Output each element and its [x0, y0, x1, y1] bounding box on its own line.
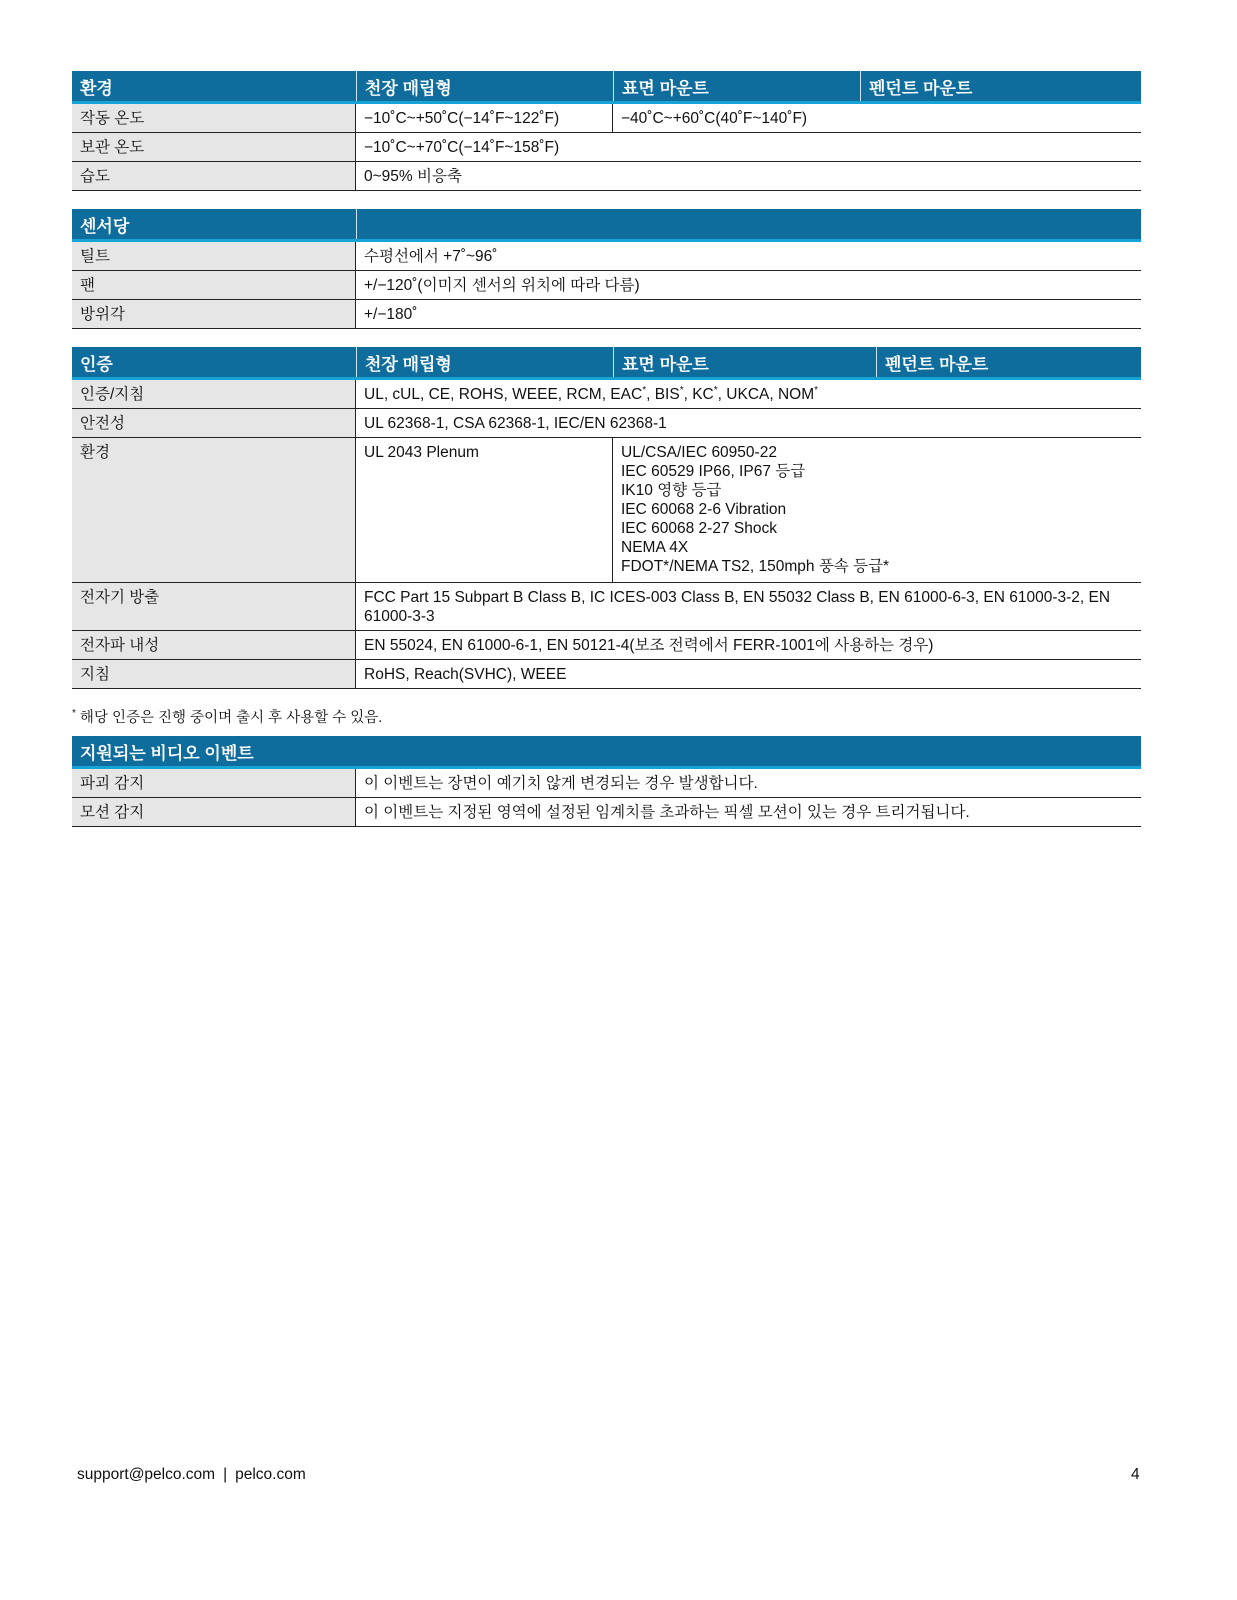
- video-events-table: [72, 736, 1141, 827]
- row-value: −10˚C~+50˚C(−14˚F~122˚F): [356, 104, 613, 132]
- row-value: 수평선에서 +7˚~96˚: [364, 248, 498, 265]
- footnote-text: 해당 인증은 진행 중이며 출시 후 사용할 수 있음.: [75, 710, 383, 726]
- page-footer: [77, 1466, 306, 1484]
- footnote: [72, 706, 382, 727]
- website-link[interactable]: pelco.com: [235, 1466, 306, 1483]
- row-value: UL/CSA/IEC 60950-22 IEC 60529 IP66, IP67 등급 IK10 영향 등급 IEC 60068 2-6 Vibration IEC 60068 2-27 Shock NEMA 4X FDOT*/NEMA TS2, 150mph 풍속 등급*: [621, 444, 890, 575]
- table-row: [72, 242, 1141, 271]
- row-label: 환경: [72, 438, 356, 582]
- header-title: 지원되는 비디오 이벤트: [80, 743, 254, 763]
- row-label: 작동 온도: [72, 104, 356, 132]
- row-value: UL 2043 Plenum: [356, 438, 613, 582]
- header-col-surface: 표면 마운트: [613, 347, 876, 377]
- environment-header: [72, 71, 1141, 104]
- row-value: −10˚C~+70˚C(−14˚F~158˚F): [364, 139, 560, 156]
- approvals-text: , BIS: [646, 386, 680, 403]
- table-row: [72, 162, 1141, 191]
- footnote-mark: *: [72, 708, 76, 720]
- page-number: 4: [1131, 1466, 1140, 1483]
- environment-table: [72, 71, 1141, 191]
- row-value: RoHS, Reach(SVHC), WEEE: [364, 666, 567, 683]
- row-label: 안전성: [72, 409, 356, 437]
- row-label: 습도: [72, 162, 356, 190]
- support-email-link[interactable]: support@pelco.com: [77, 1466, 216, 1483]
- header-empty: [356, 209, 1141, 239]
- certification-table: [72, 347, 1141, 689]
- header-col-in-ceiling: 천장 매립형: [356, 71, 613, 101]
- row-value: −40˚C~+60˚C(40˚F~140˚F): [621, 110, 808, 127]
- table-row: [72, 271, 1141, 300]
- row-value: 0~95% 비응축: [364, 168, 462, 185]
- row-label: 지침: [72, 660, 356, 688]
- row-label: 방위각: [72, 300, 356, 328]
- row-label: 전자파 내성: [72, 631, 356, 659]
- table-row: [72, 631, 1141, 660]
- table-row: [72, 583, 1141, 631]
- row-value: +/−120˚(이미지 센서의 위치에 따라 다름): [364, 277, 640, 294]
- table-row: [72, 438, 1141, 583]
- asterisk: *: [713, 384, 718, 396]
- video-events-header: [72, 736, 1141, 769]
- row-label: 틸트: [72, 242, 356, 270]
- row-value: UL 62368-1, CSA 62368-1, IEC/EN 62368-1: [364, 415, 667, 432]
- header-col-surface: 표면 마운트: [613, 71, 860, 101]
- header-col-pendant: 펜던트 마운트: [860, 71, 1141, 101]
- header-title: 인증: [80, 354, 113, 374]
- table-row: [72, 133, 1141, 162]
- certification-header: [72, 347, 1141, 380]
- row-value: EN 55024, EN 61000-6-1, EN 50121-4(보조 전력에서 FERR-1001에 사용하는 경우): [364, 637, 934, 654]
- row-value: +/−180˚: [364, 306, 418, 323]
- table-row: [72, 660, 1141, 689]
- table-row: [72, 769, 1141, 798]
- header-col-in-ceiling: 천장 매립형: [356, 347, 613, 377]
- asterisk: *: [642, 384, 647, 396]
- row-label: 전자기 방출: [72, 583, 356, 630]
- row-label: 파괴 감지: [72, 769, 356, 797]
- asterisk: *: [679, 384, 684, 396]
- row-label: 인증/지침: [72, 380, 356, 408]
- header-col-pendant: 펜던트 마운트: [876, 347, 1141, 377]
- approvals-text: UL, cUL, CE, ROHS, WEEE, RCM, EAC: [364, 386, 643, 403]
- row-value: 이 이벤트는 장면이 예기치 않게 변경되는 경우 발생합니다.: [364, 775, 758, 792]
- table-row: [72, 409, 1141, 438]
- table-row: [72, 300, 1141, 329]
- row-label: 팬: [72, 271, 356, 299]
- sensor-header: [72, 209, 1141, 242]
- row-value: [356, 380, 1141, 408]
- row-value: 이 이벤트는 지정된 영역에 설정된 임계치를 초과하는 픽셀 모션이 있는 경우 트리거됩니다.: [364, 804, 970, 821]
- row-value: FCC Part 15 Subpart B Class B, IC ICES-003 Class B, EN 55032 Class B, EN 61000-6-3, EN 61000-3-2, EN 61000-3-3: [364, 589, 1111, 625]
- approvals-text: , UKCA, NOM: [717, 386, 815, 403]
- header-title: 환경: [80, 78, 113, 98]
- table-row: [72, 104, 1141, 133]
- table-row: [72, 798, 1141, 827]
- sensor-table: [72, 209, 1141, 329]
- asterisk: *: [814, 384, 819, 396]
- row-label: 보관 온도: [72, 133, 356, 161]
- row-label: 모션 감지: [72, 798, 356, 826]
- table-row: [72, 380, 1141, 409]
- footer-separator: |: [223, 1466, 228, 1483]
- approvals-text: , KC: [683, 386, 714, 403]
- header-title: 센서당: [80, 216, 130, 236]
